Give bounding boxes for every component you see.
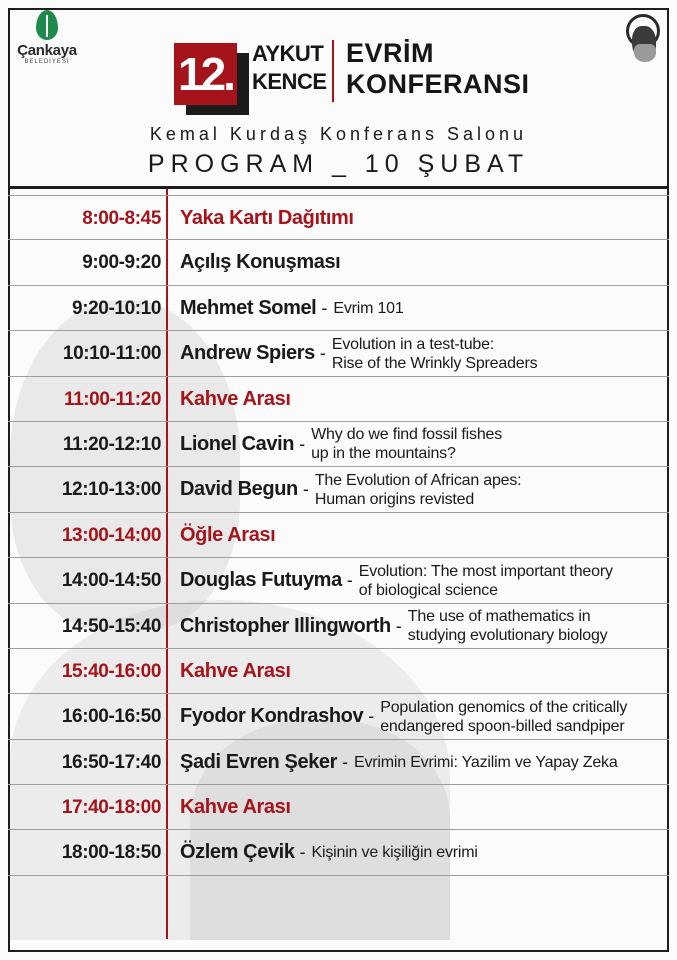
- schedule-row: [8, 240, 669, 285]
- schedule-row: [8, 740, 669, 785]
- speaker-name: Douglas Futuyma: [180, 569, 342, 592]
- session-content: [180, 377, 290, 422]
- session-content: [180, 286, 404, 331]
- talk-title-line: Rise of the Wrinkly Spreaders: [331, 354, 538, 372]
- talk-title-line: up in the mountains?: [311, 445, 456, 463]
- session-time: 13:00-14:00: [61, 524, 161, 546]
- session-time: 17:40-18:00: [61, 797, 161, 819]
- session-time: 11:00-11:20: [63, 388, 161, 410]
- speaker-topic-separator: -: [302, 479, 309, 500]
- honoree-name: [252, 40, 327, 96]
- talk-title-line: Evrimin Evrimi: Yazilim ve Yapay Zeka: [354, 753, 618, 771]
- speaker-topic-separator: -: [299, 433, 306, 454]
- session-time: 14:00-14:50: [61, 570, 161, 592]
- session-content: [180, 240, 340, 285]
- logo-name: Çankaya: [17, 42, 77, 59]
- schedule-row: [8, 422, 669, 467]
- schedule-table: [8, 195, 669, 876]
- session-time: 9:00-9:20: [82, 252, 161, 274]
- schedule-row: [8, 694, 669, 739]
- title-divider: [332, 40, 334, 102]
- session-content: [180, 740, 618, 785]
- talk-title-line: Evolution: The most important theory: [358, 562, 613, 580]
- talk-title: [380, 698, 627, 736]
- session-time: 18:00-18:50: [61, 842, 161, 864]
- session-time: 16:00-16:50: [61, 706, 161, 728]
- schedule-row: [8, 558, 669, 603]
- break-label: Yaka Kartı Dağıtımı: [180, 207, 354, 229]
- talk-title: [332, 335, 538, 373]
- session-content: [180, 604, 607, 649]
- session-time: 9:20-10:10: [72, 297, 161, 319]
- speaker-name: Özlem Çevik: [180, 841, 295, 864]
- session-content: [180, 694, 627, 739]
- schedule-row: [8, 467, 669, 512]
- talk-title: [408, 607, 608, 645]
- session-content: [180, 467, 521, 512]
- schedule-row: [8, 785, 669, 830]
- session-time: 8:00-8:45: [82, 208, 161, 229]
- speaker-name: Andrew Spiers: [180, 342, 315, 365]
- edition-badge: 12.: [174, 43, 237, 105]
- honoree-first-name: AYKUT: [252, 41, 324, 66]
- cankaya-logo: [12, 10, 82, 65]
- schedule-row: [8, 604, 669, 649]
- talk-title-line: studying evolutionary biology: [407, 627, 608, 645]
- session-time: 12:10-13:00: [61, 479, 161, 501]
- session-content: [180, 196, 354, 241]
- speaker-topic-separator: -: [368, 706, 375, 727]
- talk-title-line: The use of mathematics in: [407, 608, 591, 626]
- session-content: [180, 830, 478, 875]
- talk-title: [315, 471, 522, 509]
- session-content: [180, 331, 537, 376]
- talk-title: [311, 425, 502, 463]
- talk-title-line: endangered spoon-billed sandpiper: [380, 717, 625, 735]
- talk-title: [312, 843, 478, 862]
- speaker-topic-separator: -: [346, 570, 353, 591]
- speaker-topic-separator: -: [342, 751, 349, 772]
- session-time: 10:10-11:00: [62, 343, 161, 365]
- session-content: [180, 422, 502, 467]
- break-label: Kahve Arası: [180, 387, 291, 410]
- speaker-topic-separator: -: [319, 343, 326, 364]
- schedule-row: [8, 195, 669, 240]
- darwin-portrait-icon: [622, 14, 664, 64]
- talk-title: [359, 562, 613, 600]
- speaker-name: Lionel Cavin: [180, 432, 295, 455]
- talk-title: [333, 299, 403, 318]
- talk-title-line: Evolution in a test-tube:: [331, 335, 495, 353]
- session-time: 16:50-17:40: [61, 751, 161, 773]
- conference-title-line2: KONFERANSI: [346, 69, 530, 99]
- logo-subtitle: BELEDİYESİ: [24, 59, 70, 65]
- break-label: Kahve Arası: [180, 796, 291, 819]
- session-content: [180, 558, 613, 603]
- schedule-row: [8, 286, 669, 331]
- honoree-last-name: KENCE: [252, 69, 327, 94]
- speaker-topic-separator: -: [299, 842, 306, 863]
- speaker-name: Açılış Konuşması: [180, 251, 341, 274]
- venue-name: Kemal Kurdaş Konferans Salonu: [149, 124, 528, 144]
- schedule-row: [8, 331, 669, 376]
- conference-title: [346, 38, 530, 100]
- break-label: Öğle Arası: [180, 523, 276, 546]
- program-date: PROGRAM _ 10 ŞUBAT: [147, 150, 530, 178]
- speaker-name: David Begun: [180, 478, 298, 501]
- schedule-row: [8, 649, 669, 694]
- talk-title-line: Evrim 101: [333, 299, 404, 317]
- speaker-name: Fyodor Kondrashov: [180, 705, 364, 728]
- talk-title-line: The Evolution of African apes:: [314, 471, 522, 489]
- session-content: [180, 785, 290, 830]
- schedule-row: [8, 377, 669, 422]
- conference-title-line1: EVRİM: [346, 38, 435, 68]
- break-label: Kahve Arası: [180, 659, 291, 682]
- session-content: [180, 649, 290, 694]
- schedule-row: [8, 513, 669, 558]
- talk-title-line: of biological science: [358, 581, 498, 599]
- speaker-topic-separator: -: [395, 615, 402, 636]
- talk-title-line: Kişinin ve kişiliğin evrimi: [311, 844, 478, 862]
- talk-title: [354, 753, 618, 772]
- session-time: 15:40-16:00: [61, 660, 161, 682]
- header-divider: [8, 186, 669, 189]
- schedule-row: [8, 830, 669, 875]
- session-time: 11:20-12:10: [62, 433, 161, 455]
- speaker-name: Christopher Illingworth: [180, 614, 391, 637]
- session-time: 14:50-15:40: [61, 615, 161, 637]
- session-content: [180, 513, 275, 558]
- talk-title-line: Why do we find fossil fishes: [311, 426, 503, 444]
- speaker-topic-separator: -: [321, 297, 328, 318]
- talk-title-line: Human origins revisted: [314, 490, 475, 508]
- talk-title-line: Population genomics of the critically: [380, 698, 628, 716]
- leaf-icon: [36, 10, 58, 40]
- speaker-name: Mehmet Somel: [180, 296, 317, 319]
- speaker-name: Şadi Evren Şeker: [180, 750, 338, 773]
